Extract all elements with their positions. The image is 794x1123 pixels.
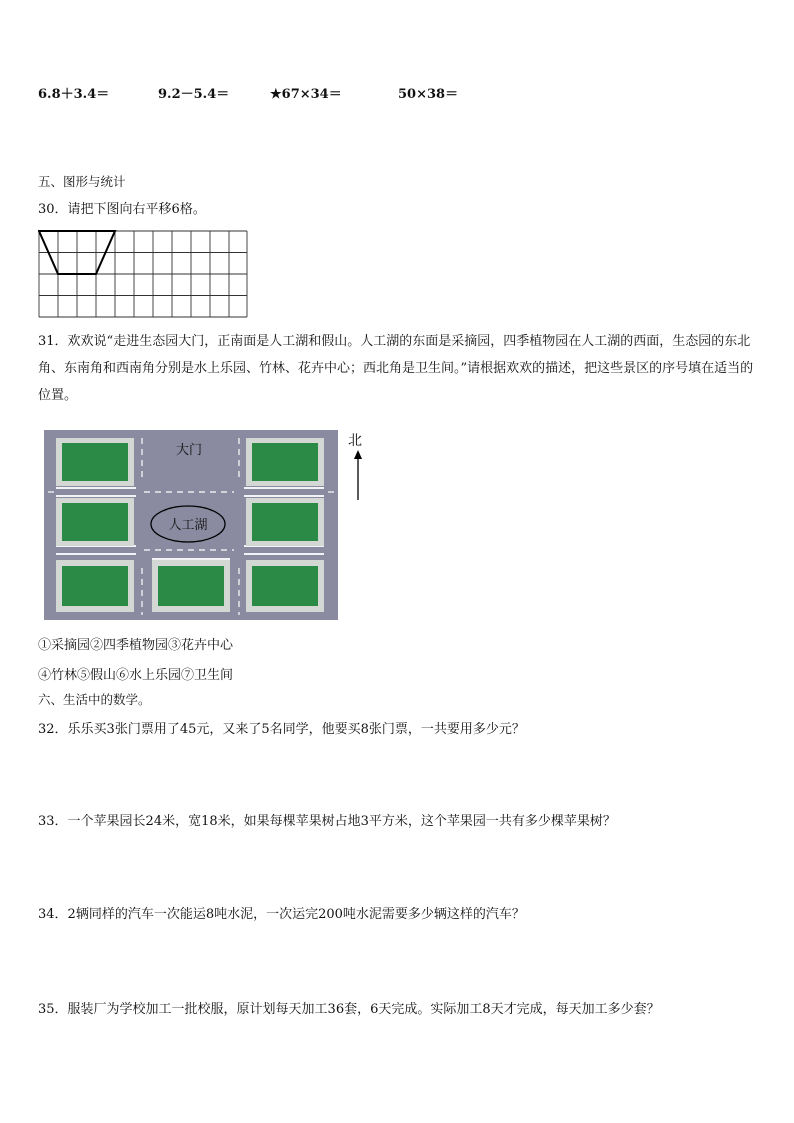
- park-map: [44, 430, 338, 620]
- plot-east: [246, 498, 324, 546]
- question-30: 30．请把下图向右平移6格。: [38, 202, 206, 217]
- north-label: 北: [348, 433, 362, 449]
- options-line-2: ④竹林⑤假山⑥水上乐园⑦卫生间: [38, 668, 234, 683]
- question-35: 35．服装厂为学校加工一批校服，原计划每天加工36套，6天完成。实际加工8天才完成，每天加工多少套？: [38, 1002, 660, 1017]
- plot-northwest: [56, 438, 134, 486]
- section-5-heading: 五、图形与统计: [38, 174, 126, 189]
- question-33: 33．一个苹果园长24米，宽18米，如果每棵苹果树占地3平方米，这个苹果园一共有多少棵苹果树？: [38, 814, 616, 829]
- expression-1: 6.8＋3.4＝: [38, 87, 110, 102]
- plot-southeast: [246, 560, 324, 612]
- plot-southwest: [56, 560, 134, 612]
- expression-4: 50×38＝: [398, 87, 459, 102]
- expression-2: 9.2－5.4＝: [158, 87, 230, 102]
- gate-label: 大门: [175, 443, 203, 458]
- options-line-1: ①采摘园②四季植物园③花卉中心: [38, 638, 234, 653]
- translation-grid: [38, 230, 250, 320]
- plot-south: [152, 560, 230, 612]
- north-arrow-icon: [351, 450, 365, 502]
- lake-label: 人工湖: [168, 518, 208, 533]
- plot-west: [56, 498, 134, 546]
- plot-northeast: [246, 438, 324, 486]
- section-6-heading: 六、生活中的数学。: [38, 692, 151, 707]
- question-32: 32．乐乐买3张门票用了45元，又来了5名同学，他要买8张门票，一共要用多少元？: [38, 722, 525, 737]
- question-31: 31．欢欢说“走进生态园大门，正南面是人工湖和假山。人工湖的东面是采摘园，四季植物园在人工湖的西面，生态园的东北角、东南角和西南角分别是水上乐园、竹林、花卉中心；西北角是卫生间。”请根据欢欢的描述，把这些景区的序号填在适当的位置。: [38, 334, 754, 403]
- expression-3: ★67×34＝: [270, 87, 342, 102]
- question-34: 34．2辆同样的汽车一次能运8吨水泥，一次运完200吨水泥需要多少辆这样的汽车？: [38, 907, 525, 922]
